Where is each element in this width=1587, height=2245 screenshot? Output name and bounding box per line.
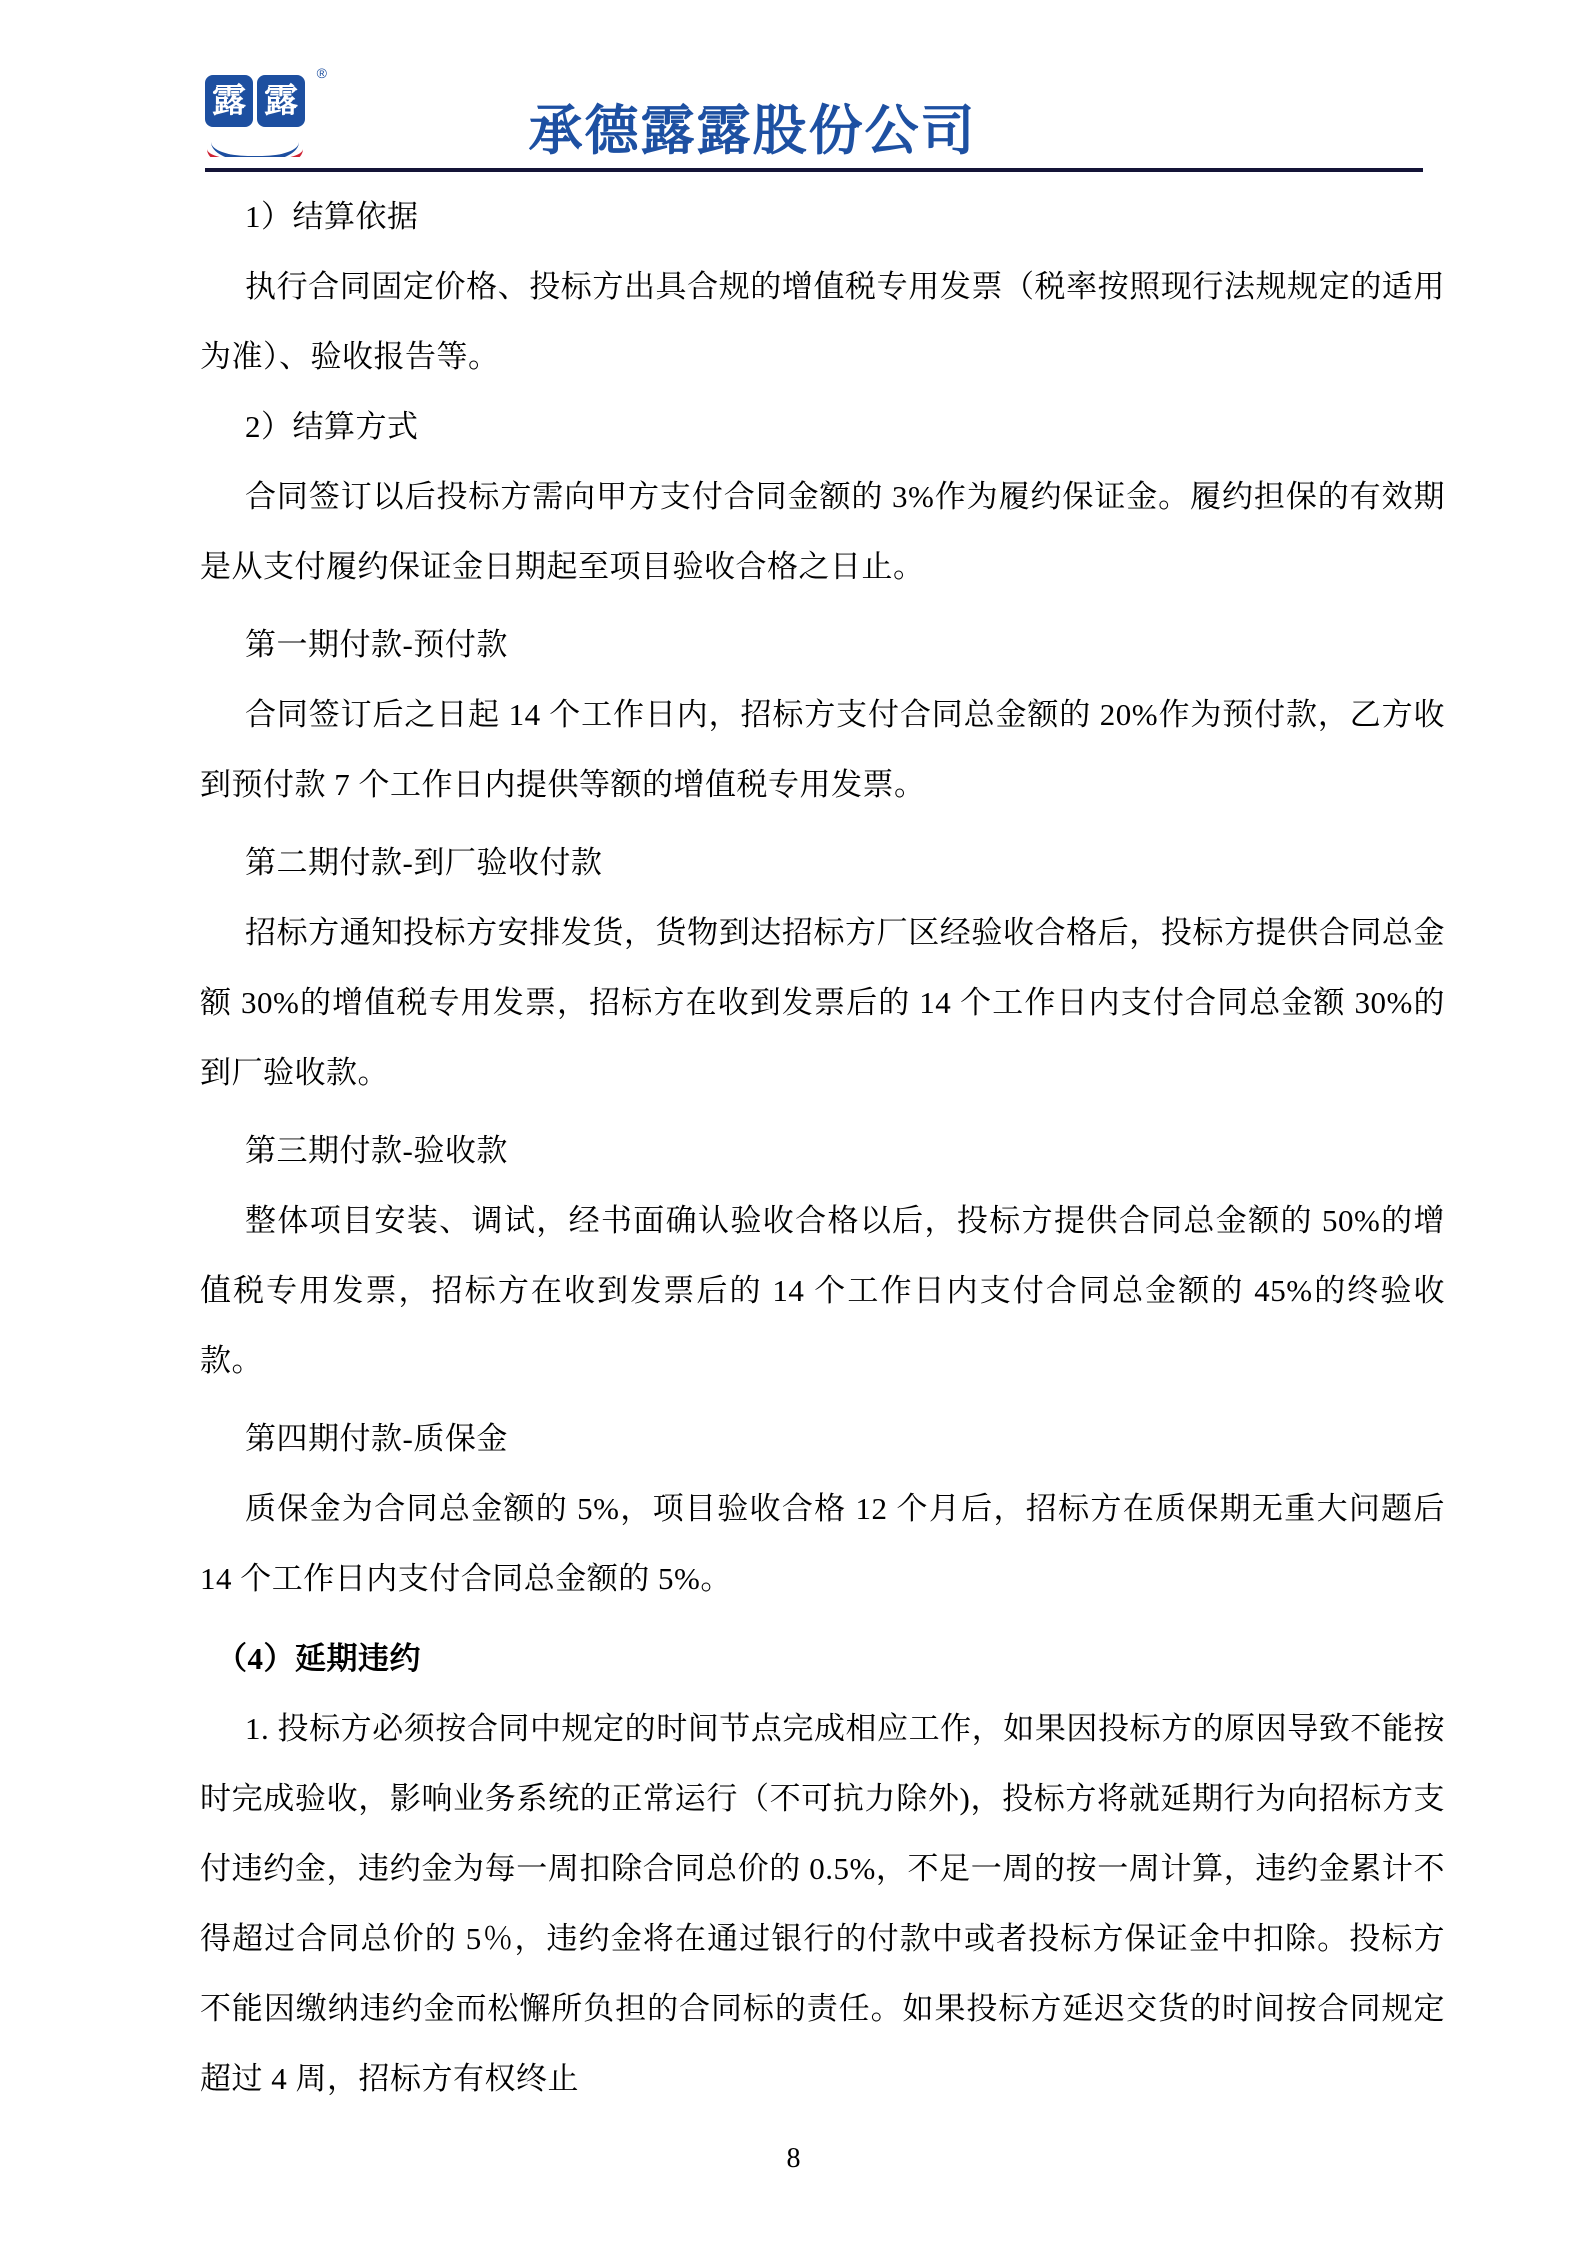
document-body [200, 182, 1445, 2114]
body-paragraph: 质保金为合同总金额的 5%，项目验收合格 12 个月后，招标方在质保期无重大问题后 14 个工作日内支付合同总金额的 5%。 [200, 1491, 1445, 1596]
logo-right-character: 露 [257, 75, 305, 127]
company-name-title: 承德露露股份公司 [528, 101, 977, 161]
body-paragraph: 招标方通知投标方安排发货，货物到达招标方厂区经验收合格后，投标方提供合同总金额 30%的增值税专用发票，招标方在收到发票后的 14 个工作日内支付合同总金额 30%的到厂验收款。 [200, 915, 1445, 1090]
heading-delay-breach: （4）延期违约 [216, 1641, 421, 1676]
registered-trademark-symbol: ® [316, 65, 327, 81]
header-divider-rule [205, 168, 1423, 172]
page-footer [0, 2143, 1587, 2175]
body-paragraph: 整体项目安装、调试，经书面确认验收合格以后，投标方提供合同总金额的 50%的增值税专用发票，招标方在收到发票后的 14 个工作日内支付合同总金额的 45%的终验收款。 [200, 1203, 1445, 1378]
page-header [200, 65, 1445, 170]
body-paragraph: 合同签订以后投标方需向甲方支付合同金额的 3%作为履约保证金。履约担保的有效期是从支付履约保证金日期起至项目验收合格之日止。 [200, 479, 1445, 584]
page-number: 8 [786, 2143, 801, 2174]
logo-left-character: 露 [205, 75, 253, 127]
subheading-settlement-basis: 1）结算依据 [245, 199, 419, 234]
subheading-payment-phase-2: 第二期付款-到厂验收付款 [245, 845, 603, 880]
body-paragraph: 1. 投标方必须按合同中规定的时间节点完成相应工作，如果因投标方的原因导致不能按时完成验收，影响业务系统的正常运行（不可抗力除外)，投标方将就延期行为向招标方支付违约金，违约金为每一周扣除合同总价的 0.5%，不足一周的按一周计算，违约金累计不得超过合同总价的 5％，违约金将在通过银行的付款中或者投标方保证金中扣除。投标方不能因缴纳违约金而松懈所负担的合同标的责任。如果投标方延迟交货的时间按合同规定超过 4 周，招标方有权终止 [200, 1711, 1445, 2096]
subheading-payment-phase-3: 第三期付款-验收款 [245, 1133, 508, 1168]
subheading-payment-phase-4: 第四期付款-质保金 [245, 1421, 508, 1456]
body-paragraph: 执行合同固定价格、投标方出具合规的增值税专用发票（税率按照现行法规规定的适用为准）、验收报告等。 [200, 269, 1445, 374]
body-paragraph: 合同签订后之日起 14 个工作日内，招标方支付合同总金额的 20%作为预付款，乙方收到预付款 7 个工作日内提供等额的增值税专用发票。 [200, 697, 1445, 802]
subheading-payment-phase-1: 第一期付款-预付款 [245, 627, 508, 662]
subheading-settlement-method: 2）结算方式 [245, 409, 419, 444]
